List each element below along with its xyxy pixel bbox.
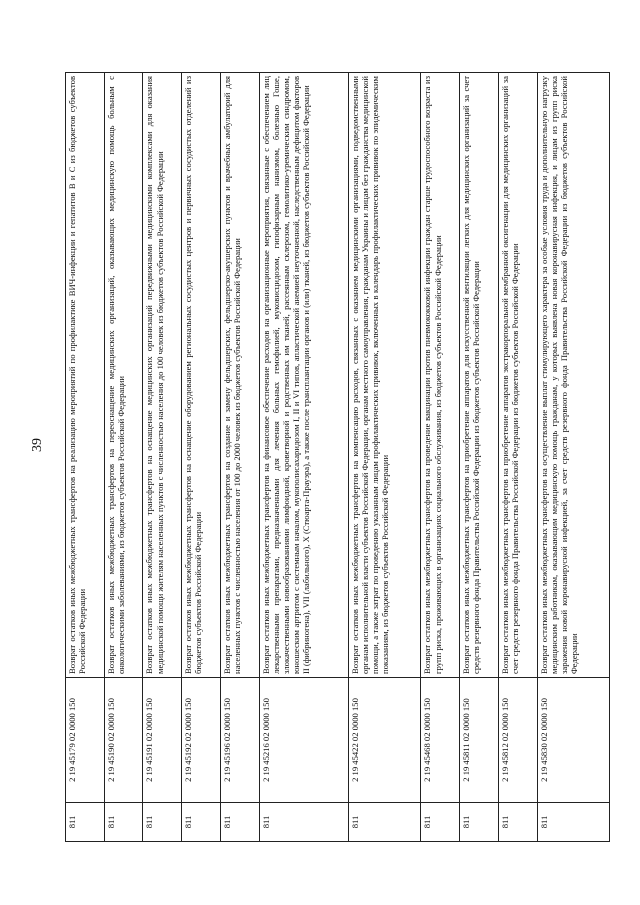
table-row bbox=[348, 73, 420, 842]
description-cell: Возврат остатков иных межбюджетных трансфертов на приобретение аппаратов экстракорпоральной мембранной оксигенации для медицинских организаций за счет средств резервного фонда Правительства Российской Федерации из бюджетов субъектов Российской Федерации bbox=[498, 73, 537, 678]
admin-code-cell: 811 bbox=[66, 803, 105, 842]
admin-code-cell: 811 bbox=[460, 803, 499, 842]
budget-code-cell: 2 19 45190 02 0000 150 bbox=[104, 678, 143, 803]
table-row bbox=[421, 73, 460, 842]
budget-classification-table bbox=[65, 72, 610, 842]
table-row bbox=[537, 73, 609, 842]
table-row bbox=[66, 73, 105, 842]
budget-code-cell: 2 19 45196 02 0000 150 bbox=[220, 678, 259, 803]
budget-code-cell: 2 19 45179 02 0000 150 bbox=[66, 678, 105, 803]
admin-code-cell: 811 bbox=[259, 803, 348, 842]
table-body bbox=[66, 73, 610, 842]
description-cell: Возврат остатков иных межбюджетных трансфертов на приобретение аппаратов для искусственной вентиляции легких для медицинских организаций за счет средств резервного фонда Правительства Российской Федерации из бюджетов субъектов Российской Федерации bbox=[460, 73, 499, 678]
admin-code-cell: 811 bbox=[104, 803, 143, 842]
page-number: 39 bbox=[30, 438, 45, 452]
table-row bbox=[182, 73, 221, 842]
rotated-table-container bbox=[65, 72, 610, 842]
table-row bbox=[143, 73, 182, 842]
table-row bbox=[259, 73, 348, 842]
description-cell: Возврат остатков иных межбюджетных трансфертов на переоснащение медицинских организаций, оказывающих медицинскую помощь больным с онкологическими заболеваниями, из бюджетов субъектов Российской Федерации bbox=[104, 73, 143, 678]
admin-code-cell: 811 bbox=[182, 803, 221, 842]
description-cell: Возврат остатков иных межбюджетных трансфертов на оснащение медицинских организаций передвижными медицинскими комплексами для оказания медицинской помощи жителям населенных пунктов с численностью населения до 100 человек из бюджетов субъектов Российской Федерации bbox=[143, 73, 182, 678]
budget-code-cell: 2 19 45812 02 0000 150 bbox=[498, 678, 537, 803]
budget-code-cell: 2 19 45468 02 0000 150 bbox=[421, 678, 460, 803]
description-cell: Возврат остатков иных межбюджетных трансфертов на проведение вакцинации против пневмококковой инфекции граждан старше трудоспособного возраста из групп риска, проживающих в организациях социального обслуживания, из бюджетов субъектов Российской Федерации bbox=[421, 73, 460, 678]
admin-code-cell: 811 bbox=[537, 803, 609, 842]
description-cell: Возврат остатков иных межбюджетных трансфертов на создание и замену фельдшерских, фельдшерско-акушерских пунктов и врачебных амбулаторий для населенных пунктов с численностью населения от 100 до 2000 человек из бюджетов субъектов Российской Федерации bbox=[220, 73, 259, 678]
description-cell: Возврат остатков иных межбюджетных трансфертов на реализацию мероприятий по профилактике ВИЧ-инфекции и гепатитов B и C из бюджетов субъектов Российской Федерации bbox=[66, 73, 105, 678]
budget-code-cell: 2 19 45811 02 0000 150 bbox=[460, 678, 499, 803]
description-cell: Возврат остатков иных межбюджетных трансфертов на осуществление выплат стимулирующего характера за особые условия труда и дополнительную нагрузку медицинским работникам, оказывающим медицинскую помощь гражданам, у которых выявлена новая коронавирусная инфекция, и лицам из групп риска заражения новой коронавирусной инфекцией, за счет средств резервного фонда Правительства Российской Федерации из бюджетов субъектов Российской Федерации bbox=[537, 73, 609, 678]
admin-code-cell: 811 bbox=[498, 803, 537, 842]
admin-code-cell: 811 bbox=[421, 803, 460, 842]
table-row bbox=[460, 73, 499, 842]
budget-code-cell: 2 19 45192 02 0000 150 bbox=[182, 678, 221, 803]
table-row bbox=[104, 73, 143, 842]
budget-code-cell: 2 19 45422 02 0000 150 bbox=[348, 678, 420, 803]
admin-code-cell: 811 bbox=[348, 803, 420, 842]
budget-code-cell: 2 19 45191 02 0000 150 bbox=[143, 678, 182, 803]
description-cell: Возврат остатков иных межбюджетных трансфертов на оснащение оборудованием региональных сосудистых центров и первичных сосудистых отделений из бюджетов субъектов Российской Федерации bbox=[182, 73, 221, 678]
description-cell: Возврат остатков иных межбюджетных трансфертов на финансовое обеспечение расходов на организационные мероприятия, связанные с обеспечением лиц лекарственными препаратами, предназначенными для лечения больных гемофилией, муковисцидозом, гипофизарным нанизмом, болезнью Гоше, злокачественными новообразованиями лимфоидной, кроветворной и родственных им тканей, рассеянным склерозом, гемолитико-уремическим синдромом, юношеским артритом с системным началом, мукополисахаридозом I, II и VI типов, апластической анемией неуточненной, наследственным дефицитом факторов II (фибриногена), VII (лабильного), X (Стюарта-Прауэра), а также после трансплантации органов и (или) тканей, из бюджетов субъектов Российской Федерации bbox=[259, 73, 348, 678]
budget-code-cell: 2 19 45830 02 0000 150 bbox=[537, 678, 609, 803]
description-cell: Возврат остатков иных межбюджетных трансфертов на компенсацию расходов, связанных с оказанием медицинскими организациями, подведомственными органам исполнительной власти субъектов Российской Федерации, органам местного самоуправления, гражданам Украины и лицам без гражданства медицинской помощи, а также затрат по проведению указанным лицам профилактических прививок, включенных в календарь профилактических прививок по эпидемическим показаниям, из бюджетов субъектов Российской Федерации bbox=[348, 73, 420, 678]
table-row bbox=[498, 73, 537, 842]
budget-code-cell: 2 19 45216 02 0000 150 bbox=[259, 678, 348, 803]
admin-code-cell: 811 bbox=[220, 803, 259, 842]
admin-code-cell: 811 bbox=[143, 803, 182, 842]
table-row bbox=[220, 73, 259, 842]
